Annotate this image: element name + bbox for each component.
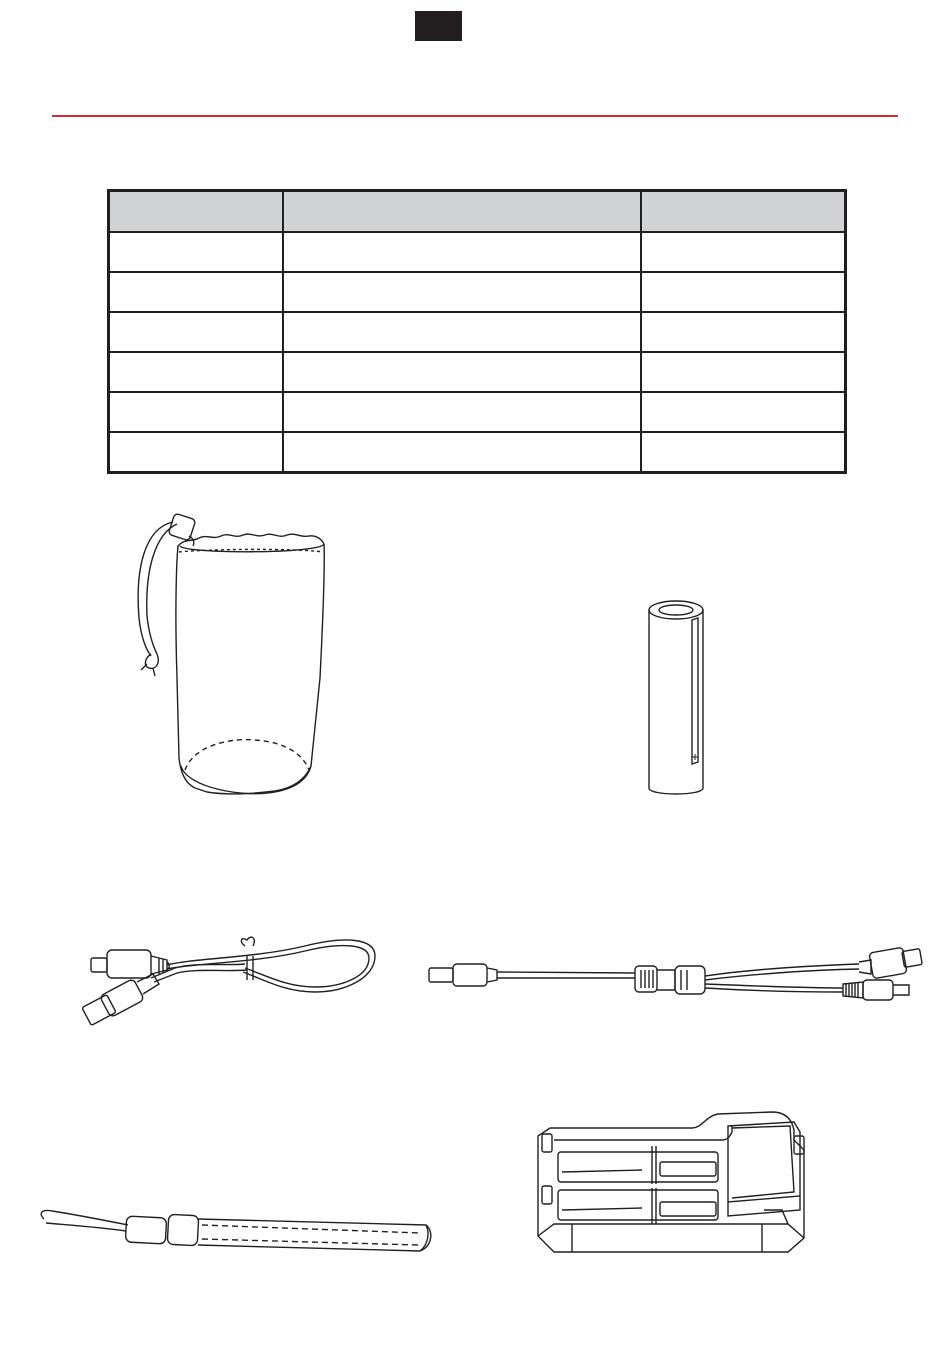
- av-cable-icon: [429, 947, 922, 1000]
- page-number-tab: [415, 11, 462, 41]
- header-rule: [52, 115, 898, 117]
- table-header-row: [109, 191, 846, 233]
- table-row: [109, 432, 846, 473]
- table-header-cell: [283, 191, 641, 233]
- battery-illustration: [640, 592, 715, 802]
- table-cell: [109, 232, 283, 272]
- table-cell: [641, 272, 846, 312]
- table-row: [109, 232, 846, 272]
- table-cell: [109, 432, 283, 473]
- table-cell: [641, 392, 846, 432]
- battery-charger-illustration: [532, 1106, 817, 1256]
- table-cell: [109, 352, 283, 392]
- table-cell: [109, 272, 283, 312]
- table-cell: [109, 312, 283, 352]
- table-cell: [641, 432, 846, 473]
- table-header-cell: [641, 191, 846, 233]
- table-cell: [283, 352, 641, 392]
- drawstring-pouch-illustration: [125, 508, 340, 803]
- table-row: [109, 352, 846, 392]
- charger-icon: [538, 1112, 804, 1252]
- table-row: [109, 272, 846, 312]
- table-header-cell: [109, 191, 283, 233]
- table-cell: [283, 272, 641, 312]
- battery-icon: [649, 601, 703, 794]
- table-cell: [641, 352, 846, 392]
- table-cell: [283, 392, 641, 432]
- wrist-strap-illustration: [38, 1205, 438, 1270]
- strap-icon: [41, 1210, 431, 1251]
- table-cell: [283, 312, 641, 352]
- table-cell: [283, 232, 641, 272]
- pouch-icon: [138, 513, 324, 794]
- table-cell: [641, 312, 846, 352]
- video-cable-illustration: [425, 940, 925, 1010]
- table-cell: [641, 232, 846, 272]
- table-cell: [283, 432, 641, 473]
- usb-cable-icon: [82, 937, 375, 1025]
- table-row: [109, 392, 846, 432]
- table-cell: [109, 392, 283, 432]
- package-contents-table: [107, 189, 847, 474]
- usb-cable-illustration: [75, 928, 390, 1033]
- table-row: [109, 312, 846, 352]
